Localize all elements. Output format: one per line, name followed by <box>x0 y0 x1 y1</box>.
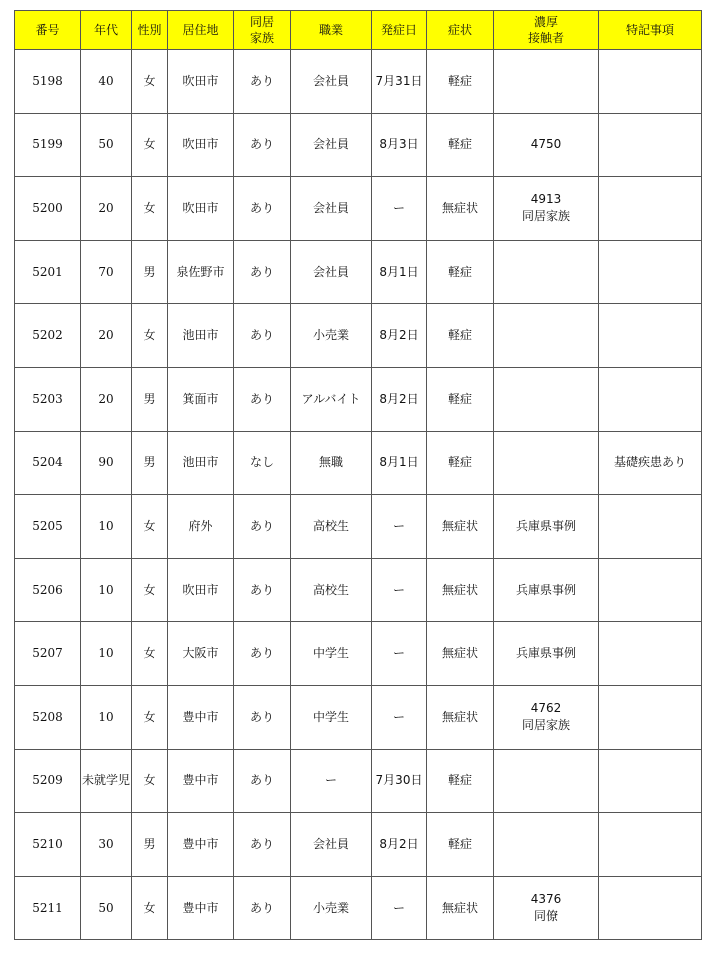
case-number-cell: 5200 <box>15 177 81 241</box>
header-row <box>15 11 702 50</box>
age-group-cell: 10 <box>81 495 132 559</box>
case-number-cell: 5210 <box>15 813 81 877</box>
close-contact-primary: 兵庫県事例 <box>515 646 576 661</box>
occupation-cell: 会社員 <box>291 113 372 177</box>
cohabiting-family-cell: あり <box>234 113 291 177</box>
cohabiting-family-cell: あり <box>234 622 291 686</box>
case-number-cell: 5198 <box>15 50 81 114</box>
close-contact-cell <box>494 685 599 749</box>
table-row <box>15 50 702 114</box>
cohabiting-family-cell: あり <box>234 367 291 431</box>
sex-cell: 男 <box>132 813 168 877</box>
symptom-cell: 無症状 <box>427 177 494 241</box>
sex-cell: 女 <box>132 685 168 749</box>
table-row <box>15 367 702 431</box>
table-row <box>15 558 702 622</box>
symptom-cell: 軽症 <box>427 431 494 495</box>
residence-cell: 豊中市 <box>168 749 234 813</box>
table-row <box>15 813 702 877</box>
sex-cell: 女 <box>132 749 168 813</box>
close-contact-cell <box>494 113 599 177</box>
table-row <box>15 749 702 813</box>
cohabiting-family-cell: あり <box>234 177 291 241</box>
sex-cell: 女 <box>132 304 168 368</box>
close-contact-cell <box>494 177 599 241</box>
table-row <box>15 177 702 241</box>
occupation-cell: 無職 <box>291 431 372 495</box>
residence-cell: 吹田市 <box>168 558 234 622</box>
header-notes: 特記事項 <box>599 11 702 50</box>
close-contact-cell <box>494 240 599 304</box>
sex-cell: 女 <box>132 177 168 241</box>
table-row <box>15 876 702 940</box>
header-occupation: 職業 <box>291 11 372 50</box>
symptom-cell: 無症状 <box>427 495 494 559</box>
close-contact-primary: 4762 <box>530 701 562 716</box>
header-residence: 居住地 <box>168 11 234 50</box>
close-contact-cell <box>494 367 599 431</box>
close-contact-relation: 同居家族 <box>521 718 570 733</box>
onset-date-cell: 8月2日 <box>372 813 427 877</box>
header-sex: 性別 <box>132 11 168 50</box>
notes-cell <box>599 558 702 622</box>
case-number-cell: 5201 <box>15 240 81 304</box>
notes-cell <box>599 367 702 431</box>
onset-date-cell: ー <box>372 622 427 686</box>
symptom-cell: 軽症 <box>427 749 494 813</box>
notes-cell <box>599 876 702 940</box>
age-group-cell: 50 <box>81 113 132 177</box>
notes-cell <box>599 240 702 304</box>
residence-cell: 池田市 <box>168 304 234 368</box>
occupation-cell: 小売業 <box>291 304 372 368</box>
age-group-cell: 40 <box>81 50 132 114</box>
occupation-cell: 中学生 <box>291 622 372 686</box>
close-contact-primary: 4750 <box>530 137 562 152</box>
notes-cell <box>599 177 702 241</box>
age-group-cell: 10 <box>81 622 132 686</box>
symptom-cell: 無症状 <box>427 685 494 749</box>
header-onset-date: 発症日 <box>372 11 427 50</box>
header-number: 番号 <box>15 11 81 50</box>
onset-date-cell: 8月1日 <box>372 431 427 495</box>
table-row <box>15 113 702 177</box>
onset-date-cell: ー <box>372 685 427 749</box>
age-group-cell: 50 <box>81 876 132 940</box>
close-contact-primary: 4376 <box>530 892 562 907</box>
notes-cell <box>599 495 702 559</box>
sex-cell: 男 <box>132 431 168 495</box>
residence-cell: 吹田市 <box>168 177 234 241</box>
notes-cell <box>599 113 702 177</box>
header-cohabiting-family: 同居 家族 <box>234 11 291 50</box>
sex-cell: 男 <box>132 240 168 304</box>
onset-date-cell: 8月2日 <box>372 367 427 431</box>
cohabiting-family-cell: あり <box>234 495 291 559</box>
occupation-cell: 会社員 <box>291 177 372 241</box>
header-symptom: 症状 <box>427 11 494 50</box>
close-contact-primary: 4913 <box>530 192 562 207</box>
case-number-cell: 5206 <box>15 558 81 622</box>
close-contact-cell <box>494 50 599 114</box>
case-number-cell: 5199 <box>15 113 81 177</box>
case-number-cell: 5211 <box>15 876 81 940</box>
sex-cell: 女 <box>132 876 168 940</box>
onset-date-cell: 8月2日 <box>372 304 427 368</box>
age-group-cell: 20 <box>81 304 132 368</box>
notes-cell <box>599 304 702 368</box>
symptom-cell: 軽症 <box>427 240 494 304</box>
close-contact-primary: 兵庫県事例 <box>515 518 576 533</box>
sex-cell: 男 <box>132 367 168 431</box>
occupation-cell: 小売業 <box>291 876 372 940</box>
case-number-cell: 5205 <box>15 495 81 559</box>
occupation-cell: 高校生 <box>291 495 372 559</box>
residence-cell: 吹田市 <box>168 113 234 177</box>
close-contact-cell <box>494 622 599 686</box>
symptom-cell: 軽症 <box>427 367 494 431</box>
sex-cell: 女 <box>132 113 168 177</box>
close-contact-cell <box>494 431 599 495</box>
close-contact-cell <box>494 813 599 877</box>
close-contact-cell <box>494 749 599 813</box>
notes-cell: 基礎疾患あり <box>599 431 702 495</box>
symptom-cell: 軽症 <box>427 113 494 177</box>
cohabiting-family-cell: なし <box>234 431 291 495</box>
onset-date-cell: ー <box>372 177 427 241</box>
age-group-cell: 90 <box>81 431 132 495</box>
onset-date-cell: ー <box>372 558 427 622</box>
onset-date-cell: 8月3日 <box>372 113 427 177</box>
table-row <box>15 685 702 749</box>
onset-date-cell: 7月30日 <box>372 749 427 813</box>
close-contact-cell <box>494 558 599 622</box>
cohabiting-family-cell: あり <box>234 304 291 368</box>
sex-cell: 女 <box>132 50 168 114</box>
table-row <box>15 622 702 686</box>
onset-date-cell: 7月31日 <box>372 50 427 114</box>
residence-cell: 豊中市 <box>168 876 234 940</box>
residence-cell: 府外 <box>168 495 234 559</box>
sex-cell: 女 <box>132 558 168 622</box>
cohabiting-family-cell: あり <box>234 240 291 304</box>
close-contact-cell <box>494 876 599 940</box>
occupation-cell: ー <box>291 749 372 813</box>
cohabiting-family-cell: あり <box>234 558 291 622</box>
symptom-cell: 無症状 <box>427 622 494 686</box>
age-group-cell: 30 <box>81 813 132 877</box>
header-age: 年代 <box>81 11 132 50</box>
symptom-cell: 無症状 <box>427 558 494 622</box>
cohabiting-family-cell: あり <box>234 50 291 114</box>
notes-cell <box>599 50 702 114</box>
cases-table <box>14 10 702 940</box>
residence-cell: 大阪市 <box>168 622 234 686</box>
occupation-cell: 中学生 <box>291 685 372 749</box>
notes-cell <box>599 813 702 877</box>
residence-cell: 吹田市 <box>168 50 234 114</box>
symptom-cell: 軽症 <box>427 813 494 877</box>
notes-cell <box>599 685 702 749</box>
residence-cell: 箕面市 <box>168 367 234 431</box>
close-contact-primary: 兵庫県事例 <box>515 582 576 597</box>
sex-cell: 女 <box>132 495 168 559</box>
case-number-cell: 5202 <box>15 304 81 368</box>
age-group-cell: 10 <box>81 685 132 749</box>
occupation-cell: 高校生 <box>291 558 372 622</box>
age-group-cell: 70 <box>81 240 132 304</box>
onset-date-cell: ー <box>372 495 427 559</box>
table-row <box>15 431 702 495</box>
table-row <box>15 495 702 559</box>
cohabiting-family-cell: あり <box>234 685 291 749</box>
case-number-cell: 5203 <box>15 367 81 431</box>
case-number-cell: 5209 <box>15 749 81 813</box>
age-group-cell: 20 <box>81 177 132 241</box>
age-group-cell: 20 <box>81 367 132 431</box>
symptom-cell: 軽症 <box>427 50 494 114</box>
case-number-cell: 5207 <box>15 622 81 686</box>
occupation-cell: 会社員 <box>291 813 372 877</box>
occupation-cell: 会社員 <box>291 50 372 114</box>
onset-date-cell: 8月1日 <box>372 240 427 304</box>
occupation-cell: 会社員 <box>291 240 372 304</box>
age-group-cell: 未就学児 <box>81 749 132 813</box>
sex-cell: 女 <box>132 622 168 686</box>
notes-cell <box>599 749 702 813</box>
symptom-cell: 無症状 <box>427 876 494 940</box>
cohabiting-family-cell: あり <box>234 813 291 877</box>
close-contact-relation: 同居家族 <box>521 209 570 224</box>
case-number-cell: 5208 <box>15 685 81 749</box>
cohabiting-family-cell: あり <box>234 876 291 940</box>
onset-date-cell: ー <box>372 876 427 940</box>
residence-cell: 泉佐野市 <box>168 240 234 304</box>
notes-cell <box>599 622 702 686</box>
residence-cell: 豊中市 <box>168 813 234 877</box>
cohabiting-family-cell: あり <box>234 749 291 813</box>
residence-cell: 豊中市 <box>168 685 234 749</box>
close-contact-cell <box>494 304 599 368</box>
close-contact-cell <box>494 495 599 559</box>
close-contact-relation: 同僚 <box>533 909 558 924</box>
occupation-cell: アルバイト <box>291 367 372 431</box>
symptom-cell: 軽症 <box>427 304 494 368</box>
header-close-contact: 濃厚 接触者 <box>494 11 599 50</box>
case-number-cell: 5204 <box>15 431 81 495</box>
age-group-cell: 10 <box>81 558 132 622</box>
residence-cell: 池田市 <box>168 431 234 495</box>
table-row <box>15 304 702 368</box>
table-row <box>15 240 702 304</box>
